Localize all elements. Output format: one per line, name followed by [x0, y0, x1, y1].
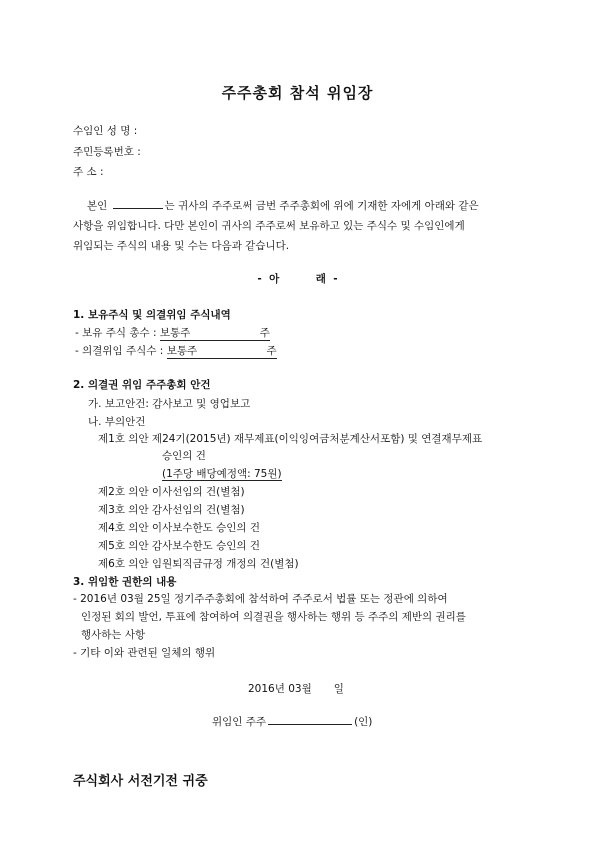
agenda-item-4: 제4호 의안 이사보수한도 승인의 건	[98, 522, 261, 534]
agenda-item-1-cont: 승인의 건	[162, 450, 206, 462]
held-shares-field[interactable]: 보통주 주	[159, 327, 270, 339]
authority-line-4: - 기타 이와 관련된 일체의 행위	[73, 647, 216, 659]
authority-line-2: 인정된 회의 발언, 투표에 참여하여 의결권을 행사하는 행위 등 주주의 제반의 권리를	[81, 611, 466, 623]
section2-title: 2. 의결권 위임 주주총회 안건	[73, 379, 211, 391]
resolution-agenda: 나. 부의안건	[88, 416, 146, 428]
intro-line-1: 본인 는 귀사의 주주로써 금번 주주총회에 위에 기재한 자에게 아래와 같은	[73, 197, 479, 213]
agenda-item-3: 제3호 의안 감사선임의 건(별첨)	[98, 504, 245, 516]
recipient-company: 주식회사 서전기전 귀중	[73, 774, 208, 789]
report-agenda: 가. 보고안건: 감사보고 및 영업보고	[88, 398, 251, 410]
proxy-name-label: 수임인 성 명 :	[73, 125, 138, 137]
proxy-rrn-label: 주민등록번호 :	[73, 146, 141, 158]
agenda-item-1-note: (1주당 배당예정액: 75원)	[162, 468, 282, 480]
delegated-shares-field[interactable]: 보통주 주	[166, 345, 277, 357]
agenda-item-2: 제2호 의안 이사선임의 건(별첨)	[98, 486, 245, 498]
authority-line-1: - 2016년 03월 25일 정기주주총회에 참석하여 주주로서 법률 또는 정관에 의하여	[73, 593, 448, 605]
authority-line-3: 행사하는 사항	[81, 629, 146, 641]
document-title: 주주총회 참석 위임장	[221, 84, 374, 102]
section3-title: 3. 위임한 권한의 내용	[73, 576, 177, 588]
proxy-address-label: 주 소 :	[73, 166, 104, 178]
below-heading: - 아 래 -	[257, 273, 338, 285]
principal-name-blank[interactable]	[113, 197, 163, 209]
held-shares-row: - 보유 주식 총수 : 보통주 주	[75, 327, 270, 339]
delegated-shares-row: - 의결위임 주식수 : 보통주 주	[75, 345, 277, 357]
signer-name-blank[interactable]	[268, 713, 352, 725]
agenda-item-6: 제6호 의안 임원퇴직금규정 개정의 건(별첨)	[98, 558, 299, 570]
intro-line-3: 위임되는 주식의 내용 및 수는 다음과 같습니다.	[73, 240, 290, 252]
section1-title: 1. 보유주식 및 의결위임 주식내역	[73, 309, 231, 321]
signer-line: 위임인 주주 (인)	[212, 713, 372, 729]
agenda-item-5: 제5호 의안 감사보수한도 승인의 건	[98, 540, 261, 552]
agenda-item-1: 제1호 의안 제24기(2015년) 재무제표(이익잉여금처분계산서포함) 및 연결재무제표	[98, 433, 483, 445]
date-line: 2016년 03월 일	[248, 683, 344, 695]
intro-line-2: 사항을 위임합니다. 다만 본인이 귀사의 주주로써 보유하고 있는 주식수 및 수임인에게	[73, 220, 465, 232]
